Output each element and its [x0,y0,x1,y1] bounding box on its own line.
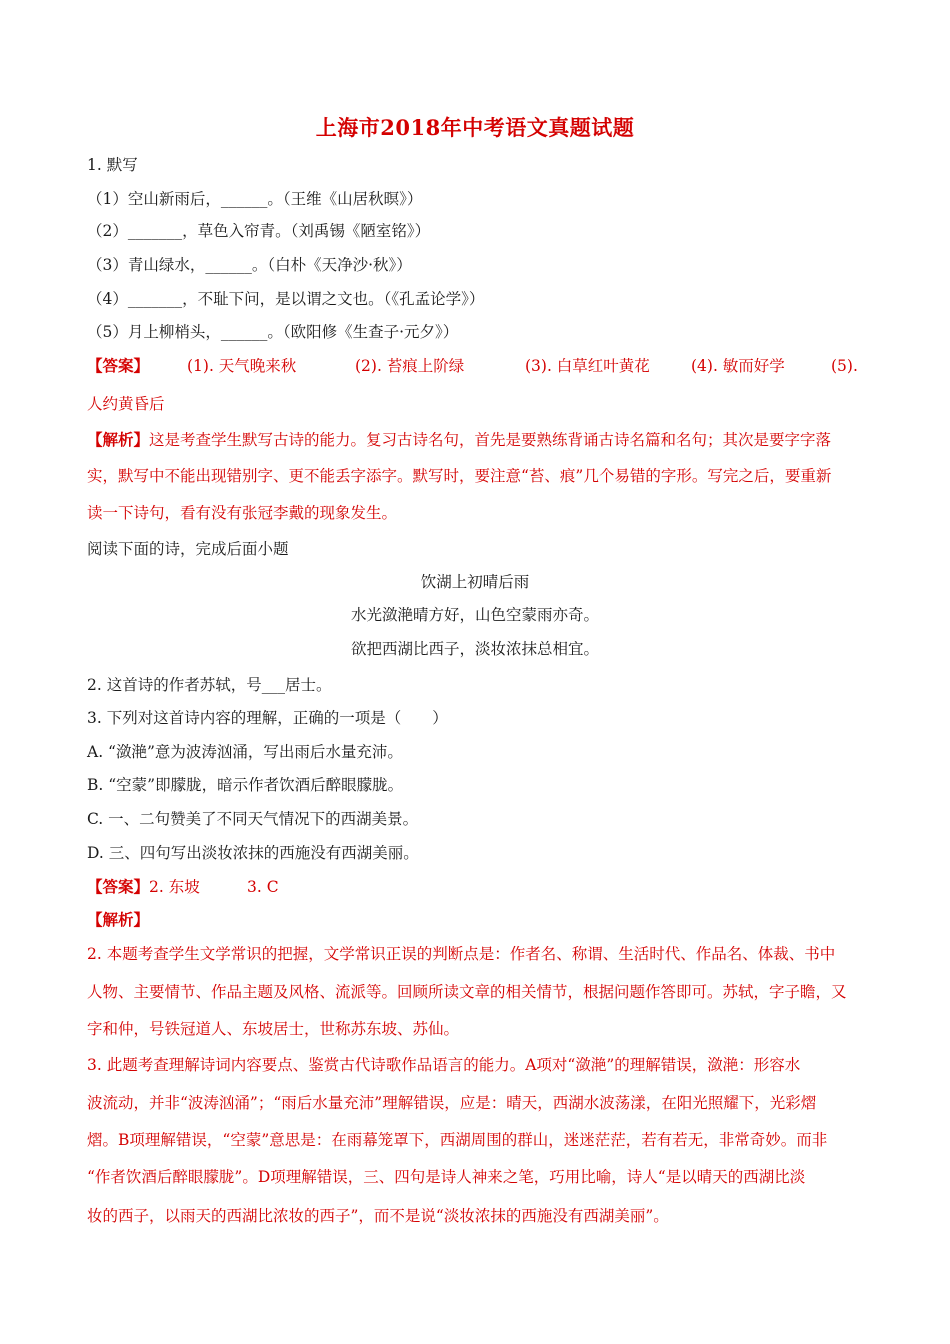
q1-answer-line [87,356,858,376]
answer-4: (4). 敏而好学 [691,357,785,375]
analysis2-line-2: 人物、主要情节、作品主题及风格、流派等。回顾所读文章的相关情节，根据问题作答即可。苏轼，字子瞻，又 [87,983,847,1001]
q3-stem: 3. 下列对这首诗内容的理解，正确的一项是（ ） [87,709,448,727]
analysis2-line-6: 熠。B项理解错误，“空蒙”意思是：在雨幕笼罩下，西湖周围的群山，迷迷茫茫，若有若无，非常奇妙。而非 [87,1131,828,1149]
answer2-line [87,877,279,897]
analysis2-line-3: 字和仲，号铁冠道人、东坡居士，世称苏东坡、苏仙。 [87,1020,460,1038]
q3-option-d: D. 三、四句写出淡妆浓抹的西施没有西湖美丽。 [87,844,419,862]
answer-2: (2). 苔痕上阶绿 [355,357,465,375]
analysis2-line-1: 2. 本题考查学生文学常识的把握，文学常识正误的判断点是：作者名、称谓、生活时代、作品名、体裁、书中 [87,945,836,963]
q3-option-a: A. “潋滟”意为波涛汹涌，写出雨后水量充沛。 [87,743,403,761]
q3-option-b: B. “空蒙”即朦胧，暗示作者饮酒后醉眼朦胧。 [87,776,404,794]
answer-1: (1). 天气晚来秋 [187,357,297,375]
answer-3: (3). 白草红叶黄花 [525,357,650,375]
q1-item-4: （4）_______，不耻下问，是以谓之文也。（《孔孟论学》） [87,290,485,308]
q1-item-3: （3）青山绿水，______。（白朴《天净沙·秋》） [87,256,412,274]
analysis2-tag: 【解析】 [87,910,150,929]
q1-analysis-line-1 [87,430,831,450]
analysis-tag: 【解析】 [87,430,150,449]
q2-text: 2. 这首诗的作者苏轼，号___居士。 [87,676,332,694]
q1-heading: 1. 默写 [87,156,138,174]
answer2-tag: 【答案】 [87,877,150,896]
q1-answer-continued: 人约黄昏后 [87,395,165,413]
analysis2-line-8: 妆的西子，以雨天的西湖比浓妆的西子”，而不是说“淡妆浓抹的西施没有西湖美丽”。 [87,1207,669,1225]
poem-line-2: 欲把西湖比西子，淡妆浓抹总相宜。 [350,640,599,658]
q1-analysis-text-1: 这是考查学生默写古诗的能力。复习古诗名句，首先是要熟练背诵古诗名篇和名句；其次是要字字落 [149,431,832,449]
q3-option-c: C. 一、二句赞美了不同天气情况下的西湖美景。 [87,810,419,828]
q1-item-2: （2）_______，草色入帘青。（刘禹锡《陋室铭》） [87,222,431,240]
answer-5: (5). [831,357,858,375]
analysis2-line-4: 3. 此题考查理解诗词内容要点、鉴赏古代诗歌作品语言的能力。A项对“潋滟”的理解错误，潋滟：形容水 [87,1056,801,1074]
q1-item-1: （1）空山新雨后，______。（王维《山居秋暝》） [87,190,423,208]
poem-intro: 阅读下面的诗，完成后面小题 [87,540,289,558]
answer-tag: 【答案】 [87,356,150,375]
answer2-q2: 2. 东坡 [149,878,200,896]
answer2-q3: 3. C [247,878,279,896]
q1-analysis-line-2: 实，默写中不能出现错别字、更不能丢字添字。默写时，要注意“苔、痕”几个易错的字形。写完之后，要重新 [87,467,832,485]
poem-title: 饮湖上初晴后雨 [420,573,530,591]
page-title: 上海市2018年中考语文真题试题 [315,115,635,140]
q1-item-5: （5）月上柳梢头，______。（欧阳修《生查子·元夕》） [87,323,459,341]
analysis2-line-5: 波流动，并非“波涛汹涌”；“雨后水量充沛”理解错误，应是：晴天，西湖水波荡漾，在阳光照耀下，光彩熠 [87,1094,817,1112]
poem-line-1: 水光潋滟晴方好，山色空蒙雨亦奇。 [350,606,599,624]
q1-analysis-line-3: 读一下诗句，看有没有张冠李戴的现象发生。 [87,504,398,522]
analysis2-line-7: “作者饮酒后醉眼朦胧”。D项理解错误，三、四句是诗人神来之笔，巧用比喻，诗人“是以晴天的西湖比淡 [87,1168,806,1186]
